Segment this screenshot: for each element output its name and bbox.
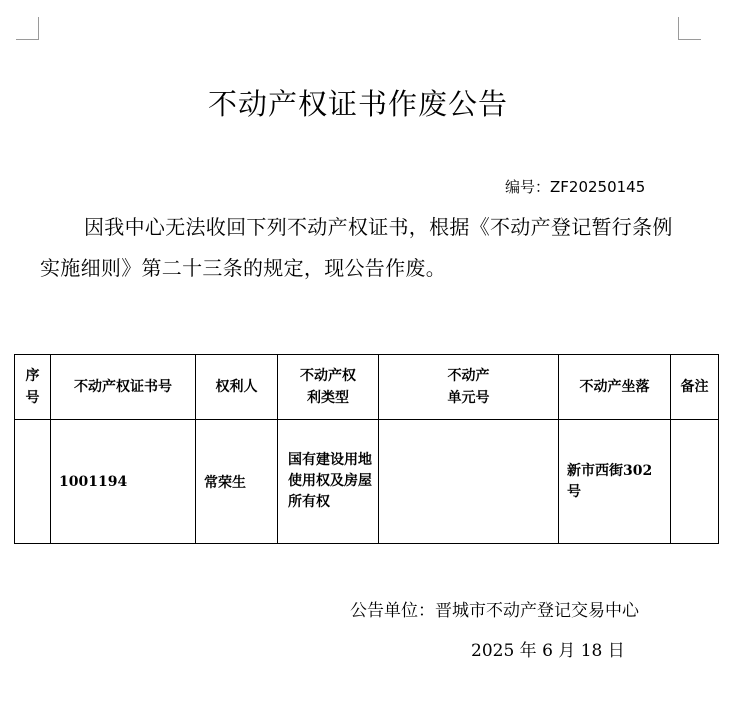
table-row	[15, 420, 719, 544]
cell-right-type: 国有建设用地使用权及房屋所有权	[278, 420, 379, 544]
issuing-unit: 公告单位：晋城市不动产登记交易中心	[350, 601, 639, 621]
document-number: 编号：ZF20250145	[505, 178, 646, 196]
page-title: 不动产权证书作废公告	[207, 87, 508, 121]
notice-paragraph	[40, 207, 690, 289]
header-right-type: 不动产权利类型	[278, 355, 379, 420]
header-owner: 权利人	[196, 355, 278, 420]
header-remark: 备注	[671, 355, 719, 420]
header-unit-no: 不动产单元号	[379, 355, 559, 420]
page-corner-mark-top-right	[678, 17, 701, 40]
table-header-row	[15, 355, 719, 420]
cell-remark	[671, 420, 719, 544]
issue-date: 2025 年 6 月 18 日	[471, 641, 625, 661]
cell-location: 新市西街302号	[559, 420, 671, 544]
cell-cert-no: 1001194	[51, 420, 196, 544]
certificate-table	[14, 354, 719, 544]
cell-unit-no	[379, 420, 559, 544]
header-seq: 序号	[15, 355, 51, 420]
notice-text: 因我中心无法收回下列不动产权证书，根据《不动产登记暂行条例实施细则》第二十三条的规定，现公告作废。	[40, 215, 673, 280]
cell-seq	[15, 420, 51, 544]
page-corner-mark-top-left	[16, 17, 39, 40]
cell-owner: 常荣生	[196, 420, 278, 544]
header-cert-no: 不动产权证书号	[51, 355, 196, 420]
header-location: 不动产坐落	[559, 355, 671, 420]
